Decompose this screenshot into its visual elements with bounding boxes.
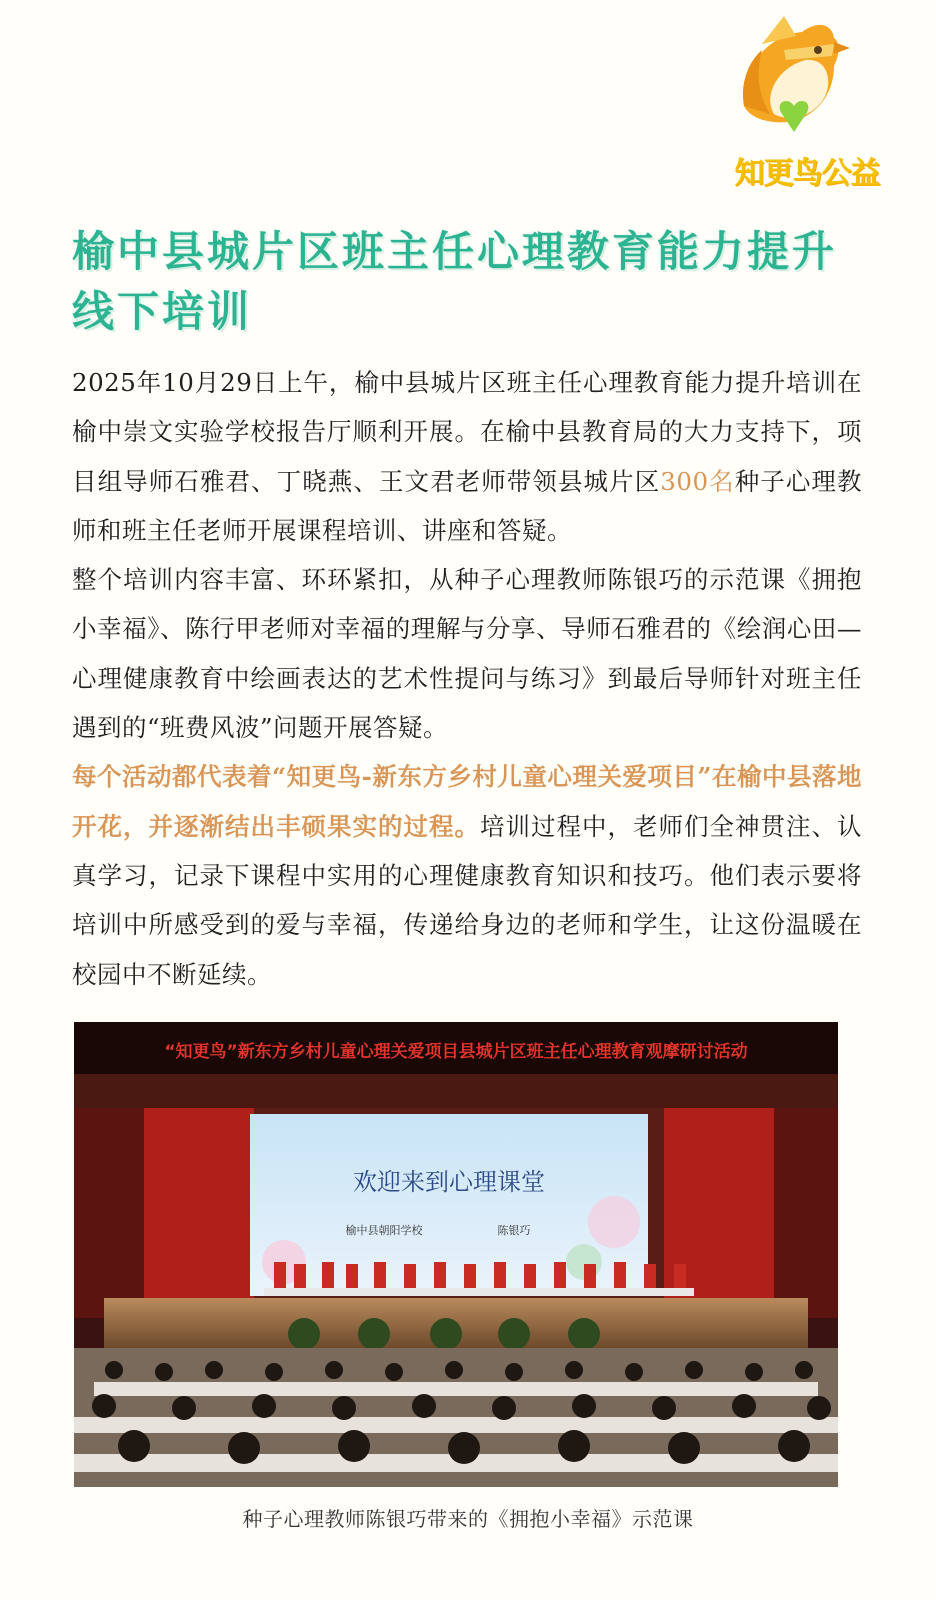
article-body bbox=[72, 358, 862, 999]
paragraph-1-text-a: 2025年10月29日上午，榆中县城片区班主任心理教育能力提升培训在榆中崇文实验学校报告厅顺利开展。在榆中县教育局的大力支持下，项目组导师石雅君、丁晓燕、王文君老师带领县城片区 bbox=[72, 368, 862, 496]
paragraph-1-text-b: 种子心理教师和班主任老师开展课程培训、讲座和答疑。 bbox=[72, 466, 863, 545]
auditorium-illustration bbox=[74, 1022, 838, 1487]
event-photo bbox=[74, 1022, 838, 1487]
paragraph-1 bbox=[72, 358, 862, 555]
zhigengniao-logo bbox=[722, 14, 892, 190]
article-title: 榆中县城片区班主任心理教育能力提升线下培训 bbox=[72, 227, 838, 336]
logo-text: 知更鸟公益 bbox=[734, 156, 880, 191]
paragraph-3-text: 培训过程中，老师们全神贯注、认真学习，记录下课程中实用的心理健康教育知识和技巧。他们表示要将培训中所感受到的爱与幸福，传递给身边的老师和学生，让这份温暖在校园中不断延续。 bbox=[72, 811, 862, 989]
paragraph-2: 整个培训内容丰富、环环紧扣，从种子心理教师陈银巧的示范课《拥抱小幸福》、陈行甲老师对幸福的理解与分享、导师石雅君的《绘润心田—心理健康教育中绘画表达的艺术性提问与练习》到最后导师针对班主任遇到的“班费风波”问题开展答疑。 bbox=[72, 565, 862, 743]
screen-teacher: 陈银巧 bbox=[497, 1224, 531, 1237]
screen-school: 榆中县朝阳学校 bbox=[345, 1224, 423, 1237]
bird-icon bbox=[722, 14, 892, 154]
paragraph-3-highlight: 每个活动都代表着“知更鸟-新东方乡村儿童心理关爱项目”在榆中县落地开花，并逐渐结出丰硕果实的过程。 bbox=[72, 762, 862, 841]
participant-count: 300名 bbox=[660, 466, 735, 496]
banner-text: “知更鸟”新东方乡村儿童心理关爱项目县城片区班主任心理教育观摩研讨活动 bbox=[164, 1042, 748, 1062]
paragraph-3 bbox=[72, 752, 862, 998]
screen-title: 欢迎来到心理课堂 bbox=[353, 1168, 545, 1196]
photo-caption: 种子心理教师陈银巧带来的《拥抱小幸福》示范课 bbox=[242, 1507, 694, 1531]
